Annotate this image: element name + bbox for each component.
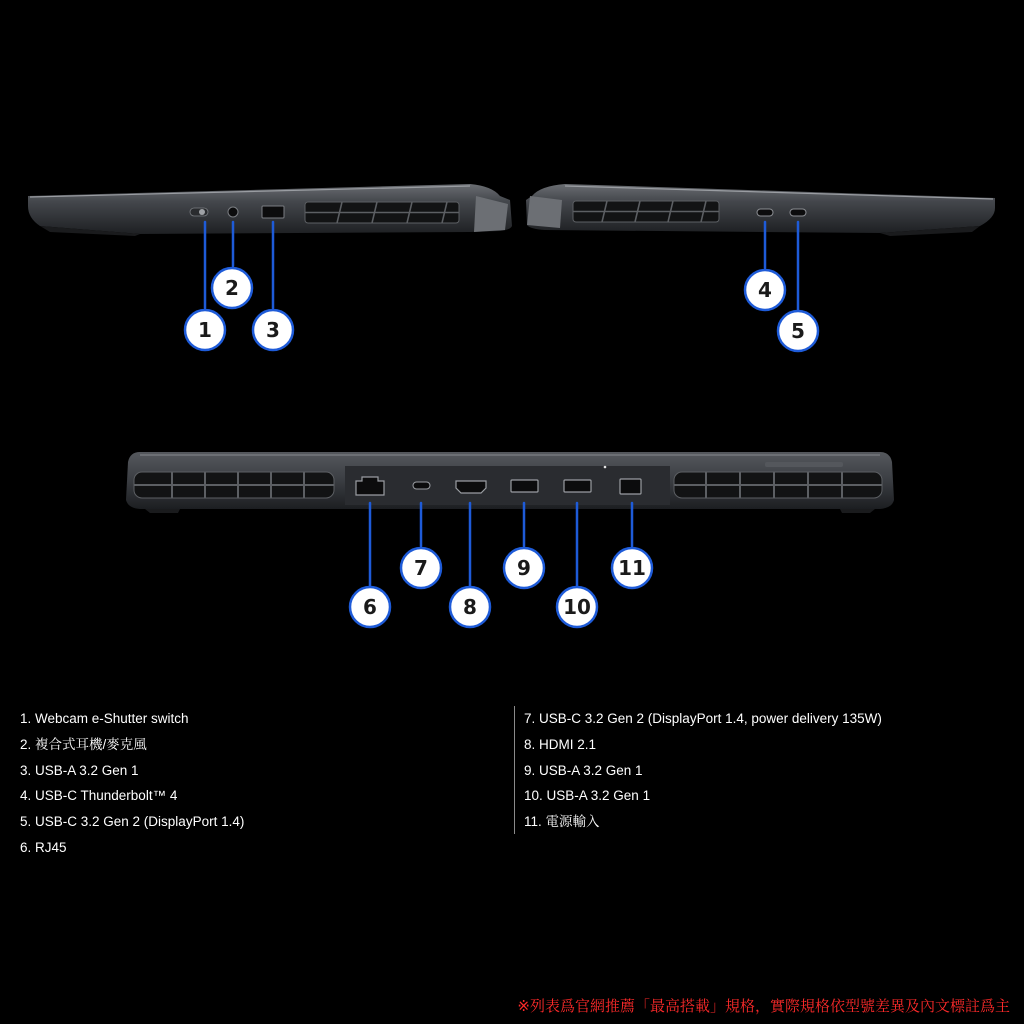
svg-text:10: 10: [563, 595, 591, 619]
spec-item-4: 4. USB-C Thunderbolt™ 4: [20, 788, 178, 804]
laptop-left-side: [28, 184, 512, 236]
power-input-port: [620, 479, 641, 494]
callout-5: [778, 311, 818, 351]
callout-11: [612, 548, 652, 588]
laptop-right-side: [526, 184, 995, 236]
svg-text:9: 9: [517, 556, 531, 580]
usb-c-tb4-port: [757, 209, 773, 216]
spec-list-left: [20, 706, 244, 861]
spec-item-11: 11. 電源輸入: [524, 814, 600, 830]
callout-4: [745, 270, 785, 310]
spec-item-9: 9. USB-A 3.2 Gen 1: [524, 762, 643, 778]
hdmi-port: [456, 481, 486, 493]
disclaimer-note: ※列表爲官網推薦「最高搭載」規格，實際規格依型號差異及內文標註爲主: [517, 997, 1010, 1015]
usb-a-rear-port-1: [511, 480, 538, 492]
svg-text:6: 6: [363, 595, 377, 619]
svg-text:2: 2: [225, 276, 239, 300]
callout-10: [557, 587, 597, 627]
rear-left-vent: [134, 472, 334, 498]
spec-item-10: 10. USB-A 3.2 Gen 1: [524, 788, 651, 804]
usb-c-rear-port: [413, 482, 430, 489]
svg-text:4: 4: [758, 278, 772, 302]
spec-item-3: 3. USB-A 3.2 Gen 1: [20, 762, 139, 778]
spec-list-right: [524, 706, 882, 835]
right-vent: [573, 201, 719, 222]
svg-text:3: 3: [266, 318, 280, 342]
callout-6: [350, 587, 390, 627]
usb-a-rear-port-2: [564, 480, 591, 492]
callout-8: [450, 587, 490, 627]
spec-item-5: 5. USB-C 3.2 Gen 2 (DisplayPort 1.4): [20, 814, 245, 830]
callout-lines: [205, 222, 798, 586]
callout-1: [185, 310, 225, 350]
callout-9: [504, 548, 544, 588]
callout-3: [253, 310, 293, 350]
usb-a-port-left: [262, 206, 284, 218]
svg-text:8: 8: [463, 595, 477, 619]
laptop-rear: [126, 452, 894, 513]
spec-divider: [514, 706, 515, 834]
callout-7: [401, 548, 441, 588]
left-vent: [305, 202, 459, 223]
svg-text:7: 7: [414, 556, 428, 580]
svg-text:5: 5: [791, 319, 805, 343]
spec-item-8: 8. HDMI 2.1: [524, 736, 597, 752]
rear-right-vent: [674, 472, 882, 498]
spec-item-6: 6. RJ45: [20, 839, 67, 855]
usb-c-dp-port: [790, 209, 806, 216]
audio-jack: [228, 207, 238, 217]
spec-item-1: 1. Webcam e-Shutter switch: [20, 711, 189, 726]
webcam-shutter-switch: [190, 208, 208, 216]
svg-text:1: 1: [198, 318, 212, 342]
callout-2: [212, 268, 252, 308]
svg-text:11: 11: [618, 556, 646, 580]
spec-item-7: 7. USB-C 3.2 Gen 2 (DisplayPort 1.4, power delivery 135W): [524, 711, 882, 726]
spec-item-2: 2. 複合式耳機/麥克風: [20, 736, 147, 752]
